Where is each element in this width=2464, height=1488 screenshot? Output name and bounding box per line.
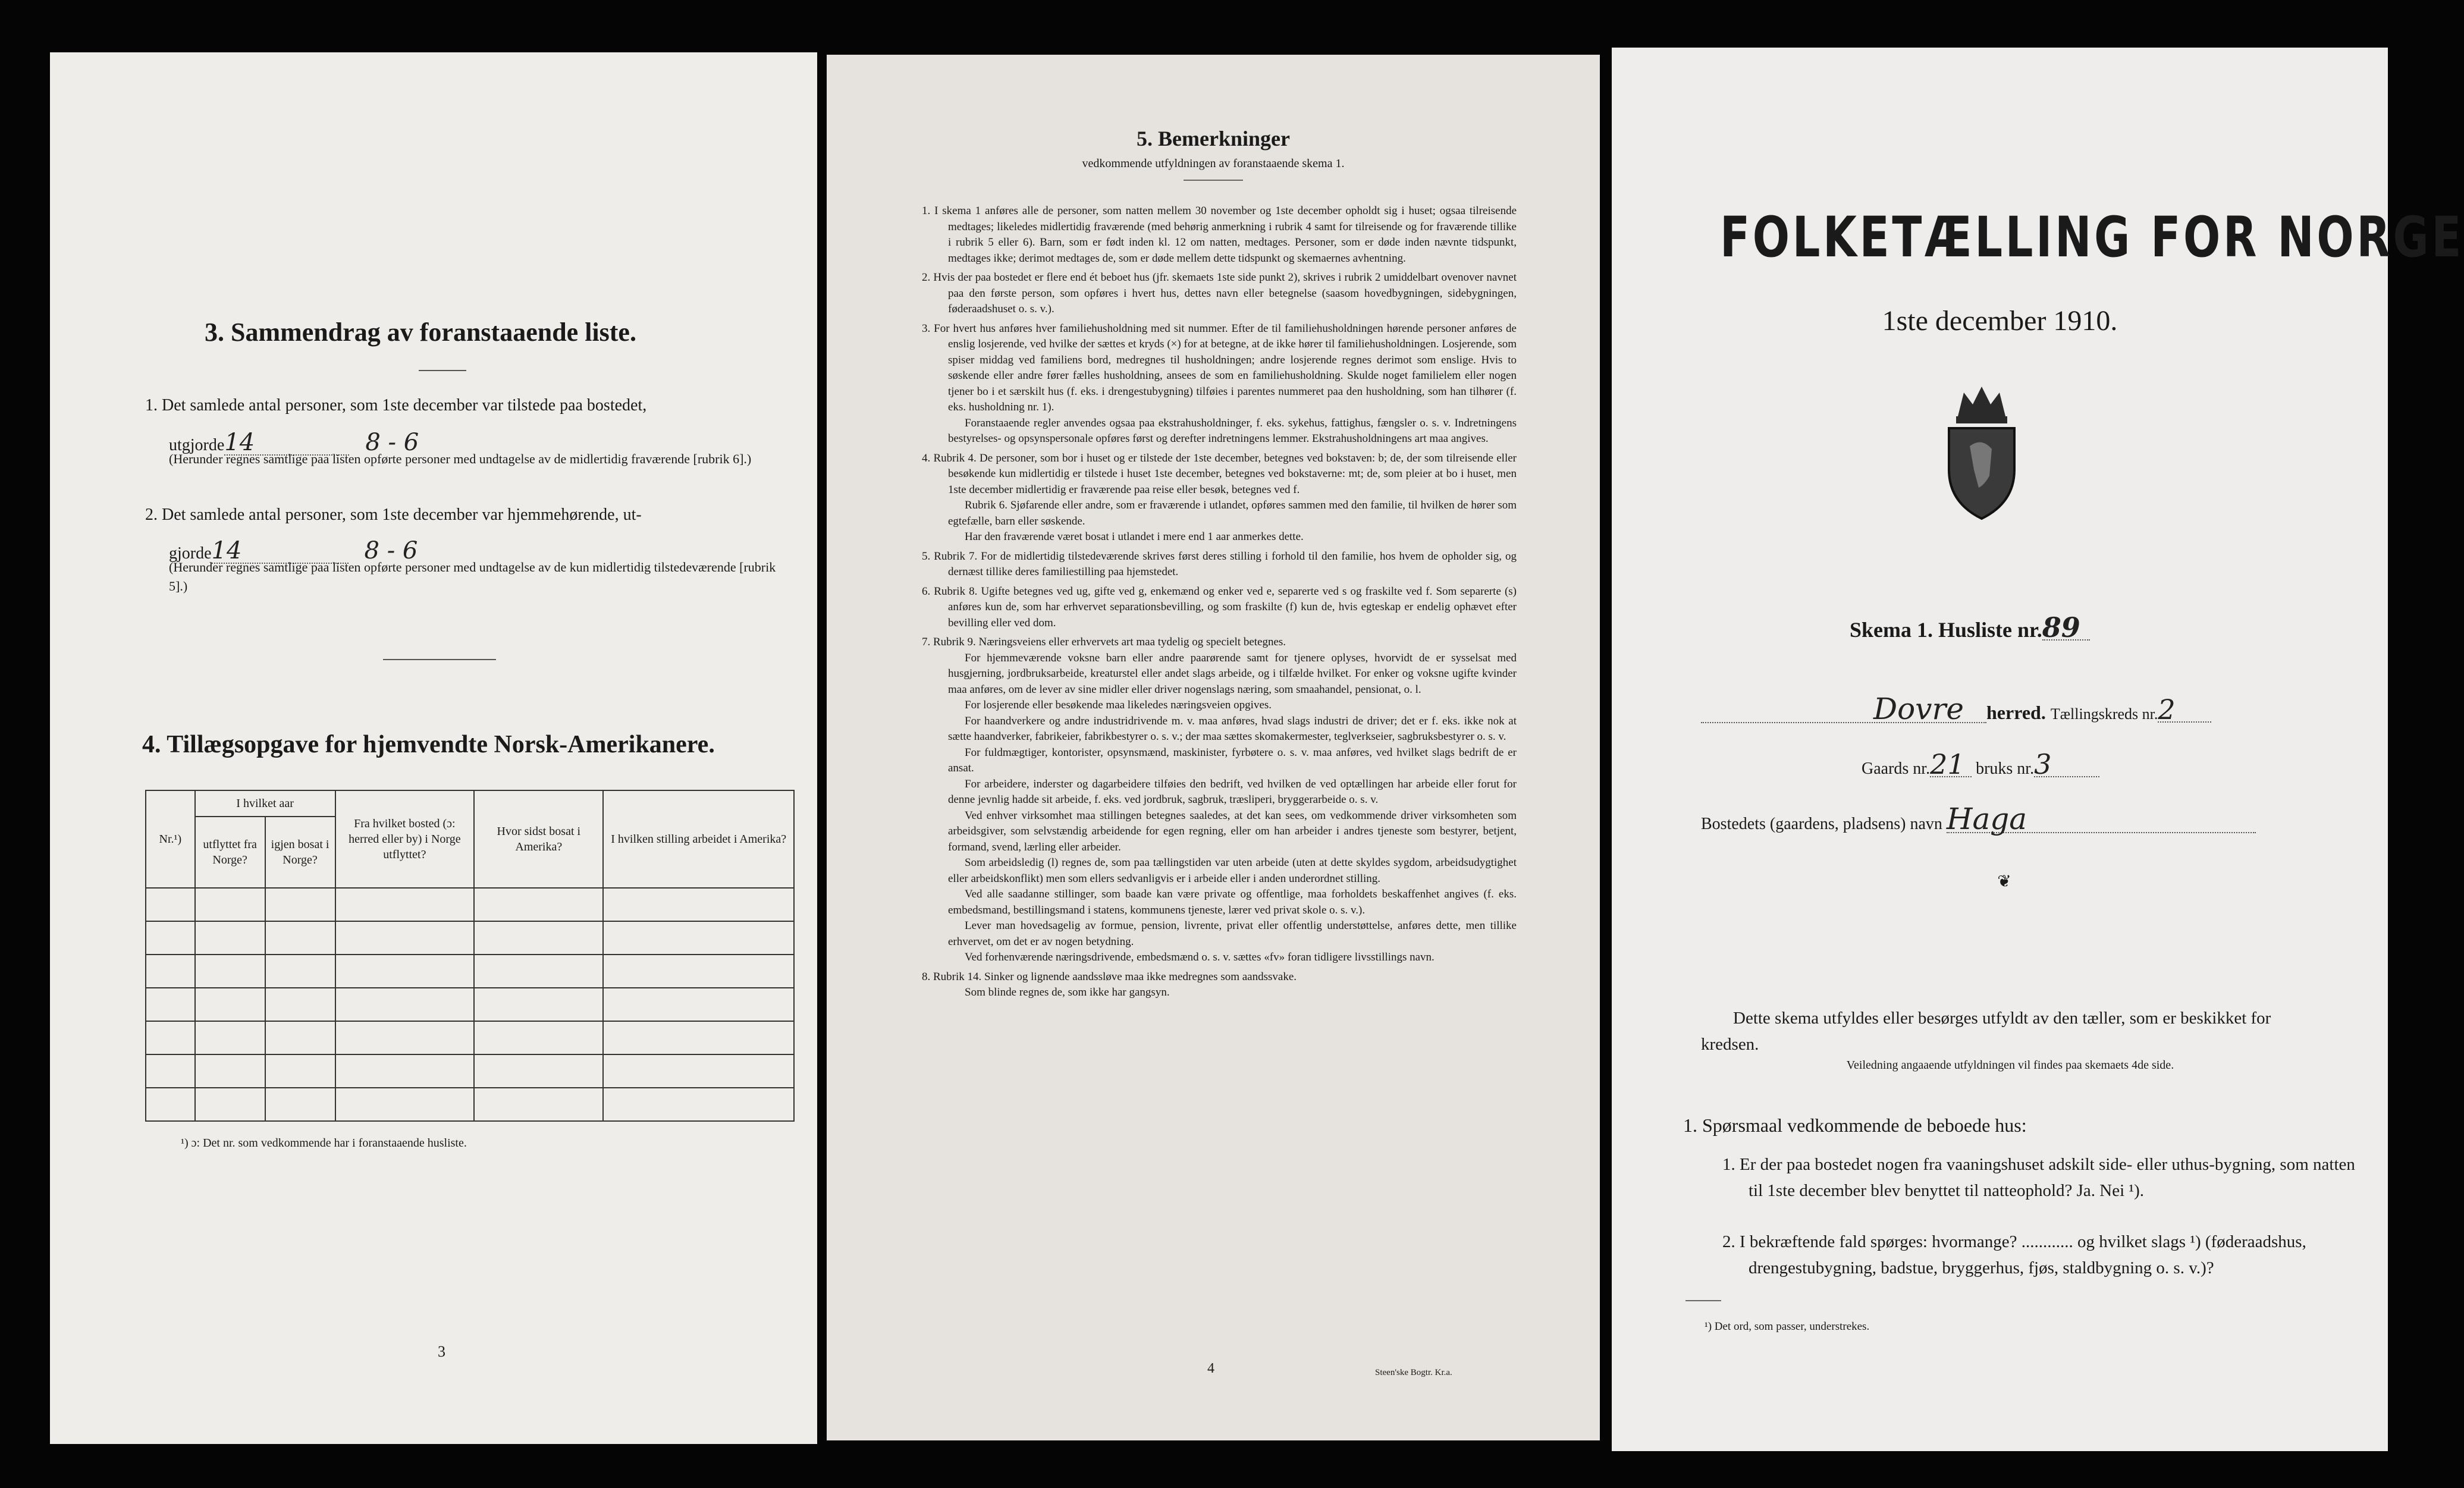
gaard-line	[1862, 748, 2099, 782]
item-1-value: 14	[224, 431, 349, 456]
col-position: I hvilken stilling arbeidet i Amerika?	[603, 790, 794, 888]
remarks-heading: 5. Bemerkninger	[1137, 127, 1290, 150]
remark-2: 2. Hvis der paa bostedet er flere end ét beboet hus (jfr. skemaets 1ste side punkt 2), skrives i rubrik 2 umiddelbart ovenover navnet paa den første person, som opføres i hvert hus, dettes navn eller betegnelse (saasom hovedbygningen, sidebygningen, føderaadshuset o. s. v.).	[922, 271, 1517, 315]
remark-1: 1. I skema 1 anføres alle de personer, som natten mellem 30 november og 1ste december opholdt sig i huset; ogsaa tilreisende medtages; likeledes midlertidig fraværende (med behørig anmerkning i rubrik 4 samt for tilreisende og for fraværende tillike i rubrik 5 eller 6). Barn, som er født inden kl. 12 om natten, medtages. Personer, som er døde inden nævnte tidspunkt, medtages ikke; derimot medtages de, som er døde mellem dette tidspunkt og skemaernes avhentning.	[922, 205, 1517, 265]
col-from: Fra hvilket bosted (ɔ: herred eller by) i Norge utflyttet?	[335, 790, 475, 888]
kreds-value: 2	[2158, 698, 2211, 723]
remark-7c: For haandverkere og andre industridrivende m. v. maa anføres, hvad slags industri de driver; det er f. eks. ikke nok at sætte haandverker, fabrikeier, fabrikbestyrer o. s. v.; der maa sættes skomakermester, teglverkseier, sagbruksbestyrer o. s. v.	[948, 714, 1517, 743]
questions-heading: 1. Spørsmaal vedkommende de beboede hus:	[1683, 1115, 2027, 1136]
section-4-heading: 4. Tillægsopgave for hjemvendte Norsk-Amerikanere.	[142, 731, 715, 758]
item-1-note: (Herunder regnes samtlige paa listen opførte personer med undtagelse av de midlertidig fraværende [rubrik 6].)	[169, 451, 752, 466]
remark-4c: Har den fraværende været bosat i utlandet i mere end 1 aar anmerkes dette.	[965, 530, 1304, 543]
item-2-label: gjorde	[169, 544, 212, 563]
remark-3: 3. For hvert hus anføres hver familiehusholdning med sit nummer. Efter de til familiehusholdningen hørende personer anføres de enslig losjerende, ved hvilke der sættes et kryds (×) for at betegne, at de ikke hører til familiehusholdningen. Losjerende, som spiser middag ved familiens bord, medregnes til husholdningen; andre losjerende regnes derimot som enslige. Hvis to søskende eller andre fører fælles husholdning, ansees de som en familiehusholdning. Skulde noget familielem eller nogen tjener bo i et særskilt hus (f. eks. i drengestubygning) tilføies i parentes nummeret paa den husholdning, som han tilhører (f. eks. husholdning nr. 1).	[922, 322, 1517, 413]
item-2-margin-note: 8 - 6	[364, 537, 418, 564]
ornament: ❦	[1997, 872, 2011, 891]
kreds-label: Tællingskreds nr.	[2050, 705, 2158, 723]
item-2-text: 2. Det samlede antal personer, som 1ste december var hjemmehørende, ut-	[145, 506, 642, 524]
husliste-nr: 89	[2042, 616, 2090, 641]
skema-label	[1850, 611, 2090, 643]
norwegian-coat-of-arms-icon	[1937, 381, 2026, 523]
remark-7a: For hjemmeværende voksne barn eller andre paarørende samt for tjenere oplyses, hvorvidt de er sysselsat med husgjerning, jordbruksarbeide, kreaturstel eller andet slags arbeide, og i tilfælde hvilket. For enker og voksne ugifte kvinder maa anføres, om de lever av sine midler eller driver nogenslags næring, som smaahandel, pensionat, o. l.	[948, 651, 1517, 696]
bruks-label: bruks nr.	[1976, 759, 2035, 778]
page-number: 4	[1207, 1361, 1214, 1376]
remark-7f: Ved enhver virksomhet maa stillingen betegnes saaledes, at det kan sees, om vedkommende driver virksomheten som arbeidsgiver, som selvstændig arbeidende for egen regning, eller om han arbeider i andres tjeneste som bestyrer, betjent, formand, svend, lærling eller arbeider.	[948, 809, 1517, 853]
remarks-subheading: vedkommende utfyldningen av foranstaaende skema 1.	[1082, 157, 1345, 170]
gaards-label: Gaards nr.	[1862, 759, 1931, 778]
table-row	[146, 1088, 794, 1121]
bosted-label: Bostedets (gaardens, pladsens) navn	[1701, 815, 1942, 833]
herred-label: herred.	[1986, 702, 2046, 723]
col-last: Hvor sidst bosat i Amerika?	[474, 790, 603, 888]
remark-7d: For fuldmægtiger, kontorister, opsynsmænd, maskinister, fyrbøtere o. s. v. maa anføres, ved hvilket slags bedrift de er ansat.	[948, 746, 1517, 774]
divider	[1184, 180, 1243, 181]
intro-note: Veiledning angaaende utfyldningen vil findes paa skemaets 4de side.	[1846, 1059, 2174, 1072]
remark-7e: For arbeidere, inderster og dagarbeidere tilføies den bedrift, ved hvilken de ved optællingen har arbeide eller forut for denne jevnlig hadde sit arbeide, f. eks. ved jordbruk, sagbruk, træsliperi, bryggerarbeide o. s. v.	[948, 777, 1517, 806]
page-middle	[827, 55, 1600, 1440]
col-emigrated: utflyttet fra Norge?	[195, 817, 265, 888]
printer-mark: Steen'ske Bogtr. Kr.a.	[1375, 1368, 1452, 1377]
table-row	[146, 1054, 794, 1088]
remark-7g: Som arbeidsledig (l) regnes de, som paa tællingstiden var uten arbeide (uten at dette skyldes sygdom, arbeidsudygtighet eller arbeidskonflikt) men som ellers sedvanligvis er i arbeide eller i anden underordnet stilling.	[948, 856, 1517, 885]
form-title: FOLKETÆLLING FOR NORGE	[1720, 205, 2464, 270]
bruks-value: 3	[2034, 752, 2099, 777]
remark-7b: For losjerende eller besøkende maa likeledes næringsveien opgives.	[965, 699, 1272, 711]
remark-7i: Lever man hovedsagelig av formue, pension, livrente, privat eller offentlig understøttelse, anføres dette, men tillike erhvervet, om det er av nogen betydning.	[948, 919, 1517, 948]
remark-7: 7. Rubrik 9. Næringsveiens eller erhvervets art maa tydelig og specielt betegnes.	[922, 636, 1286, 648]
remark-8b: Som blinde regnes de, som ikke har gangsyn.	[965, 986, 1170, 999]
remarks-body	[922, 203, 1517, 1001]
bosted-value: Haga	[1947, 806, 2256, 833]
herred-value: Dovre	[1701, 696, 1986, 723]
item-2-note: (Herunder regnes samtlige paa listen opførte personer med undtagelse av de kun midlertidig tilstedeværende [rubrik 5].)	[169, 560, 776, 594]
intro-text: Dette skema utfyldes eller besørges utfyldt av den tæller, som er beskikket for kredsen.	[1701, 1009, 2271, 1054]
divider	[1685, 1300, 1721, 1301]
bosted-line	[1701, 802, 2355, 837]
divider	[419, 370, 466, 371]
col-nr: Nr.¹)	[146, 790, 195, 888]
remark-5: 5. Rubrik 7. For de midlertidig tilstedeværende skrives først deres stilling i forhold til den familie, hos hvem de opholder sig, og dernæst tillike deres familiestilling paa hjemstedet.	[922, 550, 1517, 578]
remark-8: 8. Rubrik 14. Sinker og lignende aandssløve maa ikke medregnes som aandssvake.	[922, 970, 1297, 983]
gaards-value: 21	[1930, 752, 1972, 777]
remark-6: 6. Rubrik 8. Ugifte betegnes ved ug, gifte ved g, enkemænd og enker ved e, separerte ved s og fraskilte ved f. Som separerte (s) anføres kun de, som har erhvervet separationsbevilling, og som fraskilte (f) kun de, hvis egteskap er endelig ophævet efter bevilling eller ved dom.	[922, 585, 1517, 629]
page-right	[1612, 48, 2464, 1451]
remark-4: 4. Rubrik 4. De personer, som bor i huset og er tilstede der 1ste december, betegnes ved bokstaven: b; de, der som tilreisende eller besøkende kun midlertidig er tilstede i huset 1ste december, betegnes ved bokstaverne: mt; de, som pleier at bo i huset, men 1ste december midlertidig er fraværende paa reise eller besøk, betegnes ved f.	[922, 451, 1517, 496]
skema-text: Skema 1. Husliste nr.	[1850, 618, 2042, 642]
question-2: 2. I bekræftende fald spørges: hvormange? ............ og hvilket slags ¹) (føderaadshus, drengestubygning, badstue, bryggerhus, fjøs, staldbygning o. s. v.)?	[1722, 1232, 2306, 1277]
remark-4b: Rubrik 6. Sjøfarende eller andre, som er fraværende i utlandet, opføres sammen med den familie, til hvilken de hører som egtefælle, barn eller søskende.	[948, 499, 1517, 528]
remark-3b: Foranstaaende regler anvendes ogsaa paa ekstrahusholdninger, f. eks. sykehus, fattighus, fængsler o. s. v. Indretningens bestyrelses- og opsynspersonale opføres først og derefter indretningens lemmer. Ekstrahusholdningens art maa angives.	[948, 416, 1517, 445]
table-row	[146, 921, 794, 955]
item-2-value: 14	[212, 539, 349, 564]
item-1-label: utgjorde	[169, 436, 225, 454]
col-returned: igjen bosat i Norge?	[265, 817, 335, 888]
page-number: 3	[438, 1343, 445, 1360]
form-date: 1ste december 1910.	[1882, 305, 2118, 337]
divider	[383, 659, 496, 660]
norsk-amerikanere-table	[145, 790, 795, 1122]
herred-line	[1701, 692, 2337, 727]
question-1: 1. Er der paa bostedet nogen fra vaaningshuset adskilt side- eller uthus-bygning, som natten til 1ste december blev benyttet til natteophold? Ja. Nei ¹).	[1722, 1155, 2355, 1200]
table-footnote: ¹) ɔ: Det nr. som vedkommende har i foranstaaende husliste.	[181, 1137, 467, 1150]
col-year-group: I hvilket aar	[195, 790, 335, 817]
remark-7h: Ved alle saadanne stillinger, som baade kan være private og offentlige, maa forholdets beskaffenhet angives (f. eks. embedsmand, bestillingsmand i statens, kommunens tjeneste, lærer ved privat skole o. s. v.).	[948, 888, 1517, 916]
table-row	[146, 955, 794, 988]
table-row	[146, 888, 794, 921]
page-left	[50, 52, 817, 1444]
table-row	[146, 1021, 794, 1054]
table-row	[146, 988, 794, 1021]
section-3-heading: 3. Sammendrag av foranstaaende liste.	[205, 318, 636, 347]
item-1-text: 1. Det samlede antal personer, som 1ste december var tilstede paa bostedet,	[145, 396, 647, 415]
item-1-margin-note: 8 - 6	[365, 429, 419, 456]
right-footnote: ¹) Det ord, som passer, understrekes.	[1705, 1320, 1870, 1333]
remark-7j: Ved forhenværende næringsdrivende, embedsmænd o. s. v. sættes «fv» foran tidligere livsstillings navn.	[965, 951, 1435, 963]
